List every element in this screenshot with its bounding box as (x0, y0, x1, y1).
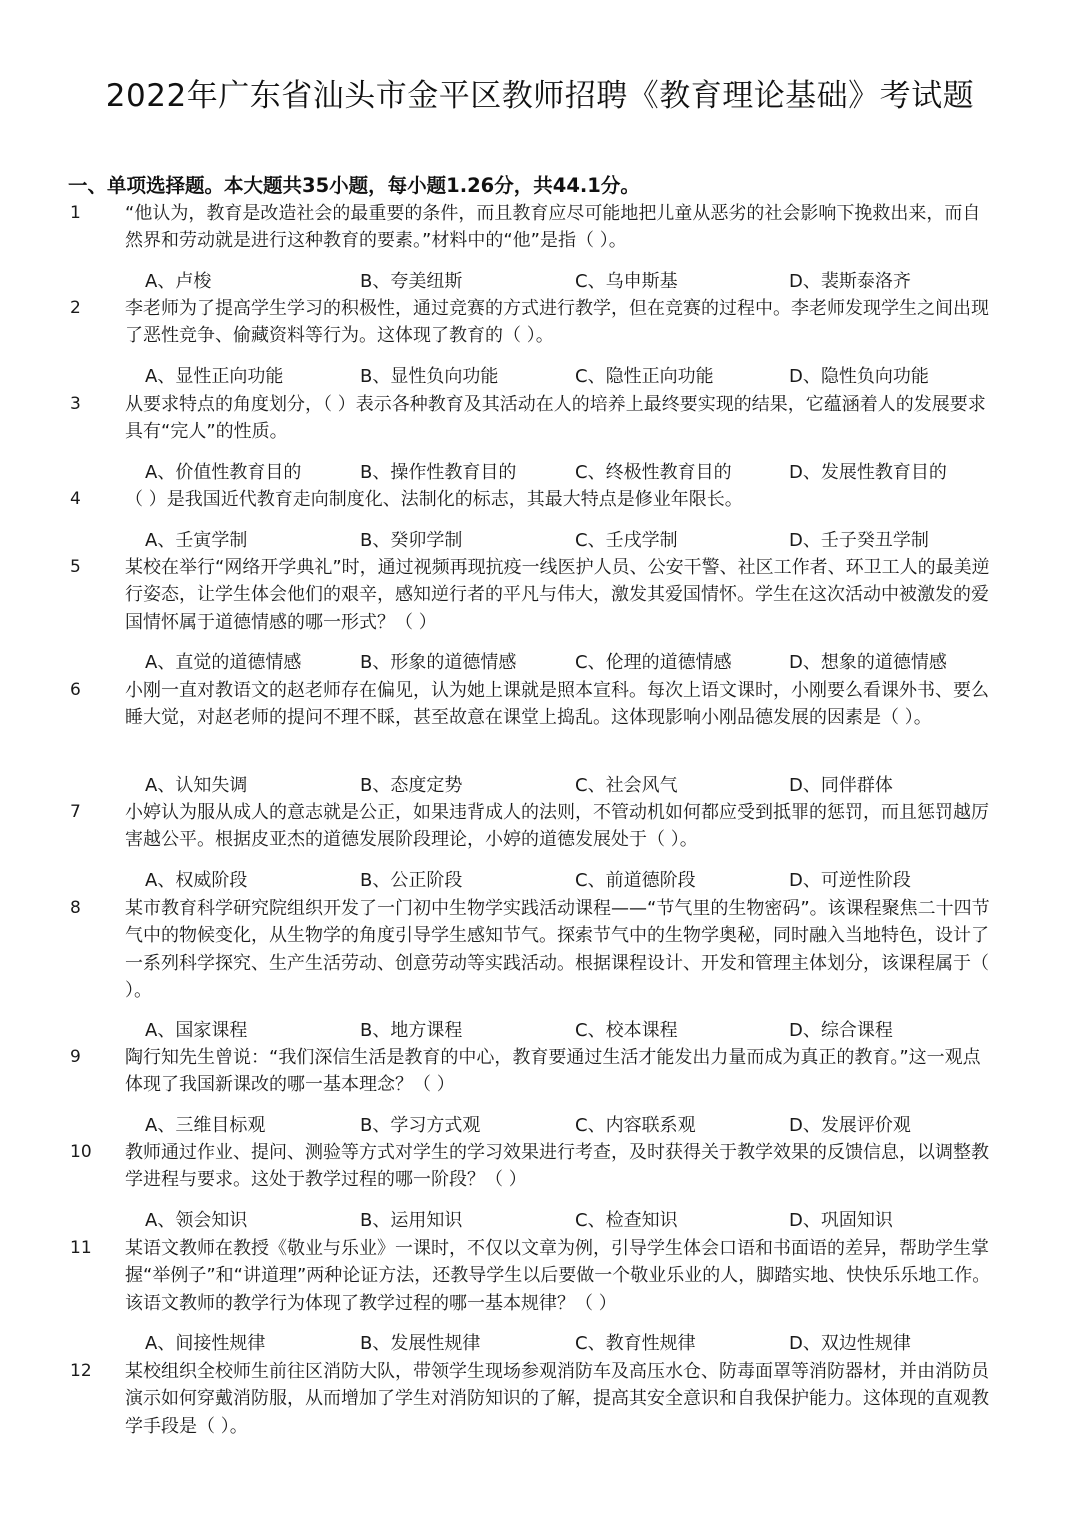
option-b: B、态度定势 (360, 775, 463, 796)
option-b: B、公正阶段 (360, 870, 463, 891)
option-d: D、可逆性阶段 (789, 870, 911, 891)
option-c: C、乌申斯基 (575, 271, 678, 292)
question-text: 某语文教师在教授《敬业与乐业》一课时，不仅以文章为例，引导学生体会口语和书面语的差异，帮助学生掌握“举例子”和“讲道理”两种论证方法，还教导学生以后要做一个敬业乐业的人，脚踏实地、快快乐乐地工作。该语文教师的教学行为体现了教学过程的哪一基本规律？（ ） (125, 1238, 991, 1314)
option-b: B、地方课程 (360, 1020, 463, 1041)
question-text: 某校组织全校师生前往区消防大队，带领学生现场参观消防车及高压水仓、防毒面罩等消防器材，并由消防员演示如何穿戴消防服，从而增加了学生对消防知识的了解，提高其安全意识和自我保护能力。这体现的直观教学手段是（ ）。 (125, 1361, 989, 1437)
question-number: 5 (70, 557, 81, 577)
option-d: D、巩固知识 (789, 1210, 893, 1231)
option-c: C、终极性教育目的 (575, 462, 732, 483)
option-b: B、形象的道德情感 (360, 652, 517, 673)
option-row (0, 649, 1080, 677)
option-d: D、综合课程 (789, 1020, 893, 1041)
option-d: D、壬子癸丑学制 (789, 530, 929, 551)
option-a: A、认知失调 (145, 775, 248, 796)
option-c: C、检查知识 (575, 1210, 678, 1231)
option-d: D、裴斯泰洛齐 (789, 271, 911, 292)
question-number: 11 (70, 1238, 92, 1258)
option-row (0, 1017, 1080, 1045)
option-c: C、前道德阶段 (575, 870, 696, 891)
option-c: C、教育性规律 (575, 1333, 696, 1354)
question-text: 某校在举行“网络开学典礼”时，通过视频再现抗疫一线医护人员、公安干警、社区工作者、环卫工人的最美逆行姿态，让学生体会他们的艰辛，感知逆行者的平凡与伟大，激发其爱国情怀。学生在这次活动中被激发的爱国情怀属于道德情感的哪一形式？（ ） (125, 557, 990, 633)
option-a: A、三维目标观 (145, 1115, 266, 1136)
page-title: 2022年广东省汕头市金平区教师招聘《教育理论基础》考试题 (105, 78, 975, 114)
question-number: 12 (70, 1361, 92, 1381)
question-number: 4 (70, 489, 81, 509)
question-text: 从要求特点的角度划分，（ ）表示各种教育及其活动在人的培养上最终要实现的结果，它蕴涵着人的发展要求具有“完人”的性质。 (125, 394, 986, 443)
option-b: B、夸美纽斯 (360, 271, 463, 292)
option-d: D、隐性负向功能 (789, 366, 929, 387)
option-a: A、显性正向功能 (145, 366, 284, 387)
option-a: A、价值性教育目的 (145, 462, 302, 483)
option-a: A、领会知识 (145, 1210, 248, 1231)
option-a: A、直觉的道德情感 (145, 652, 302, 673)
question-text: （ ）是我国近代教育走向制度化、法制化的标志，其最大特点是修业年限长。 (125, 489, 743, 510)
option-d: D、发展评价观 (789, 1115, 911, 1136)
option-row (0, 268, 1080, 296)
question-text: 小刚一直对教语文的赵老师存在偏见，认为她上课就是照本宣科。每次上语文课时，小刚要么看课外书、要么睡大觉，对赵老师的提问不理不睬，甚至故意在课堂上捣乱。这体现影响小刚品德发展的因素是（ ）。 (125, 680, 989, 729)
option-d: D、发展性教育目的 (789, 462, 947, 483)
option-b: B、运用知识 (360, 1210, 463, 1231)
option-a: A、卢梭 (145, 271, 212, 292)
question-text: 教师通过作业、提问、测验等方式对学生的学习效果进行考查，及时获得关于教学效果的反馈信息，以调整教学进程与要求。这处于教学过程的哪一阶段？（ ） (125, 1142, 989, 1191)
option-a: A、权威阶段 (145, 870, 248, 891)
question-number: 1 (70, 203, 81, 223)
question-number: 9 (70, 1047, 81, 1067)
option-c: C、隐性正向功能 (575, 366, 714, 387)
option-row (0, 459, 1080, 487)
question-number: 6 (70, 680, 81, 700)
option-c: C、社会风气 (575, 775, 678, 796)
option-c: C、校本课程 (575, 1020, 678, 1041)
question-number: 2 (70, 298, 81, 318)
option-row (0, 867, 1080, 895)
option-d: D、想象的道德情感 (789, 652, 947, 673)
question-text: 某市教育科学研究院组织开发了一门初中生物学实践活动课程——“节气里的生物密码”。该课程聚焦二十四节气中的物候变化，从生物学的角度引导学生感知节气。探索节气中的生物学奥秘，同时融入当地特色，设计了一系列科学探究、生产生活劳动、创意劳动等实践活动。根据课程设计、开发和管理主体划分，该课程属于（ ）。 (125, 898, 990, 1001)
option-a: A、间接性规律 (145, 1333, 266, 1354)
option-b: B、学习方式观 (360, 1115, 481, 1136)
option-c: C、伦理的道德情感 (575, 652, 732, 673)
option-d: D、同伴群体 (789, 775, 893, 796)
option-row (0, 1330, 1080, 1358)
option-b: B、癸卯学制 (360, 530, 463, 551)
option-row (0, 527, 1080, 555)
option-a: A、国家课程 (145, 1020, 248, 1041)
question-text: 李老师为了提高学生学习的积极性，通过竞赛的方式进行教学，但在竞赛的过程中。李老师发现学生之间出现了恶性竞争、偷藏资料等行为。这体现了教育的（ ）。 (125, 298, 989, 347)
question-text: 陶行知先生曾说：“我们深信生活是教育的中心，教育要通过生活才能发出力量而成为真正的教育。”这一观点体现了我国新课改的哪一基本理念？（ ） (125, 1047, 981, 1096)
option-c: C、壬戌学制 (575, 530, 678, 551)
question-number: 10 (70, 1142, 92, 1162)
option-d: D、双边性规律 (789, 1333, 911, 1354)
question-number: 8 (70, 898, 81, 918)
option-b: B、显性负向功能 (360, 366, 499, 387)
option-row (0, 772, 1080, 800)
option-b: B、发展性规律 (360, 1333, 481, 1354)
option-row (0, 1207, 1080, 1235)
question-number: 3 (70, 394, 81, 414)
question-number: 7 (70, 802, 81, 822)
option-c: C、内容联系观 (575, 1115, 696, 1136)
question-text: 小婷认为服从成人的意志就是公正，如果违背成人的法则，不管动机如何都应受到抵罪的惩罚，而且惩罚越厉害越公平。根据皮亚杰的道德发展阶段理论，小婷的道德发展处于（ ）。 (125, 802, 989, 851)
option-a: A、壬寅学制 (145, 530, 248, 551)
option-row (0, 1112, 1080, 1140)
question-text: “他认为，教育是改造社会的最重要的条件，而且教育应尽可能地把儿童从恶劣的社会影响下挽救出来，而自然界和劳动就是进行这种教育的要素。”材料中的“他”是指（ ）。 (125, 203, 981, 252)
option-b: B、操作性教育目的 (360, 462, 517, 483)
section-heading: 一、单项选择题。本大题共35小题，每小题1.26分，共44.1分。 (68, 174, 640, 197)
option-row (0, 363, 1080, 391)
